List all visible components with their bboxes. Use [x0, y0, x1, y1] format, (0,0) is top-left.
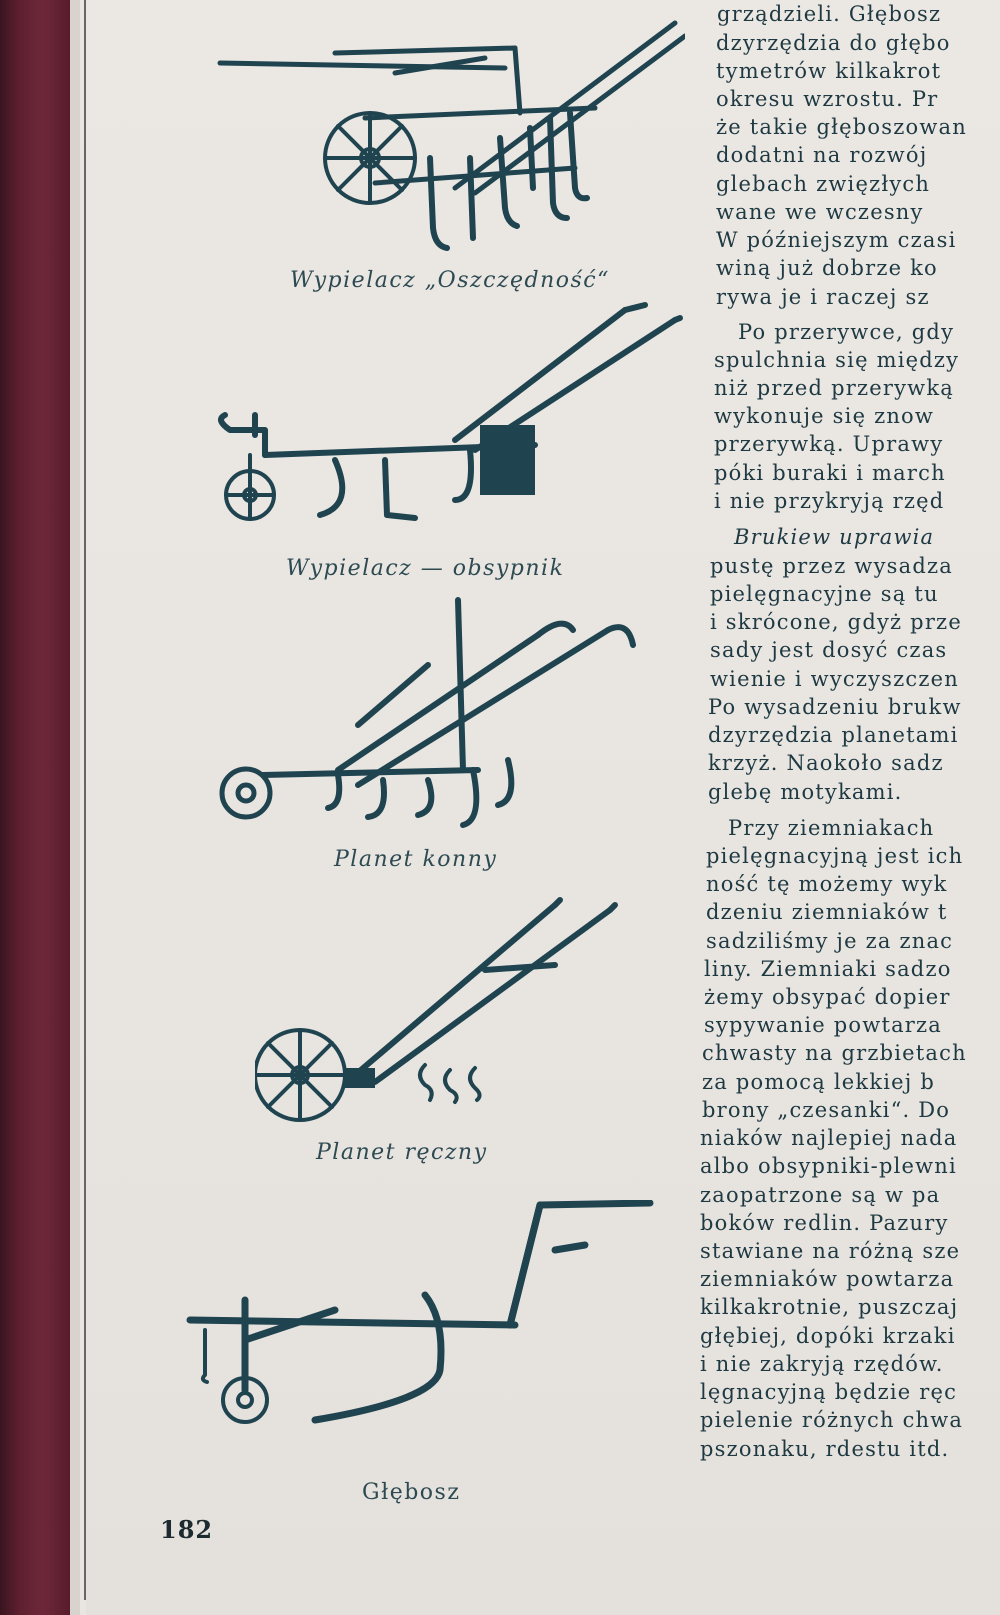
text-line: sadziliśmy je za znac — [706, 929, 954, 953]
text-line: pielenie różnych chwa — [700, 1408, 964, 1432]
text-line: glebach zwięzłych — [716, 172, 931, 196]
text-line: spulchnia się między — [714, 348, 960, 372]
text-line: i nie przykryją rzęd — [714, 489, 945, 513]
text-line: przerywką. Uprawy — [714, 432, 944, 456]
text-line: glebę motykami. — [708, 780, 903, 804]
text-line: że takie głęboszowan — [716, 115, 967, 139]
text-line: W późniejszym czasi — [716, 228, 957, 252]
caption-planet-reczny: Planet ręczny — [316, 1140, 488, 1165]
text-line: i nie zakryją rzędów. — [700, 1352, 944, 1376]
figure-wypielacz-obsypnik — [205, 300, 685, 530]
text-line: dzyrzędzia do głębo — [716, 31, 951, 55]
text-line: ziemniaków powtarza — [700, 1267, 955, 1291]
text-line: albo obsypniki-plewni — [700, 1154, 957, 1178]
caption-glebosz: Głębosz — [362, 1480, 461, 1505]
text-line: tymetrów kilkakrot — [716, 59, 942, 83]
text-line: Brukiew uprawia — [734, 525, 935, 549]
text-line: dzyrzędzia planetami — [708, 723, 959, 747]
text-line: Po wysadzeniu brukw — [708, 695, 962, 719]
text-line: liny. Ziemniaki sadzo — [704, 957, 952, 981]
text-line: Przy ziemniakach — [728, 816, 935, 840]
text-line: wane we wczesny — [716, 200, 924, 224]
text-line: krzyż. Naokoło sadz — [708, 751, 944, 775]
text-line: niaków najlepiej nada — [700, 1126, 958, 1150]
text-line: dodatni na rozwój — [716, 143, 928, 167]
book-spine — [0, 0, 78, 1615]
figure-planet-konny — [218, 595, 638, 835]
text-line: żemy obsypać dopier — [704, 985, 951, 1009]
text-line: Po przerywce, gdy — [738, 320, 955, 344]
text-line: pielęgnacyjną jest ich — [706, 844, 964, 868]
text-line: sady jest dosyć czas — [710, 638, 948, 662]
text-line: pustę przez wysadza — [710, 554, 953, 578]
text-line: boków redlin. Pazury — [700, 1211, 949, 1235]
text-line: wykonuje się znow — [714, 404, 935, 428]
caption-wypielacz-obsypnik: Wypielacz — obsypnik — [286, 556, 565, 581]
text-line: stawiane na różną sze — [700, 1239, 961, 1263]
text-line: kilkakrotnie, puszczaj — [700, 1295, 959, 1319]
text-line: ność tę możemy wyk — [706, 872, 948, 896]
text-line: okresu wzrostu. Pr — [716, 87, 939, 111]
text-line: chwasty na grzbietach — [702, 1041, 967, 1065]
body-text-column — [700, 0, 1000, 1615]
text-line: brony „czesanki“. Do — [702, 1098, 951, 1122]
text-line: póki buraki i march — [714, 461, 946, 485]
figure-planet-reczny — [255, 890, 625, 1130]
text-line: pszonaku, rdestu itd. — [700, 1437, 950, 1461]
text-line: wienie i wyczyszczen — [710, 667, 960, 691]
text-line: lęgnacyjną będzie ręc — [700, 1380, 958, 1404]
page-number: 182 — [160, 1515, 214, 1544]
caption-wypielacz-oszczednosc: Wypielacz „Oszczędność“ — [290, 268, 610, 293]
text-line: rywa je i raczej sz — [716, 285, 930, 309]
text-line: zaopatrzone są w pa — [700, 1183, 941, 1207]
figure-glebosz — [185, 1200, 665, 1440]
text-line: sypywanie powtarza — [704, 1013, 943, 1037]
page-border-rule — [84, 0, 86, 1600]
figure-wypielacz-oszczednosc — [215, 18, 685, 258]
page-gutter — [70, 0, 80, 1615]
caption-planet-konny: Planet konny — [334, 847, 498, 872]
text-line: grządzieli. Głębosz — [717, 2, 942, 26]
text-line: niż przed przerywką — [714, 376, 954, 400]
text-line: dzeniu ziemniaków t — [706, 900, 948, 924]
text-line: i skrócone, gdyż prze — [710, 610, 962, 634]
text-line: pielęgnacyjne są tu — [710, 582, 939, 606]
text-line: winą już dobrze ko — [716, 256, 938, 280]
text-line: za pomocą lekkiej b — [702, 1070, 936, 1094]
text-line: głębiej, dopóki krzaki — [700, 1324, 956, 1348]
